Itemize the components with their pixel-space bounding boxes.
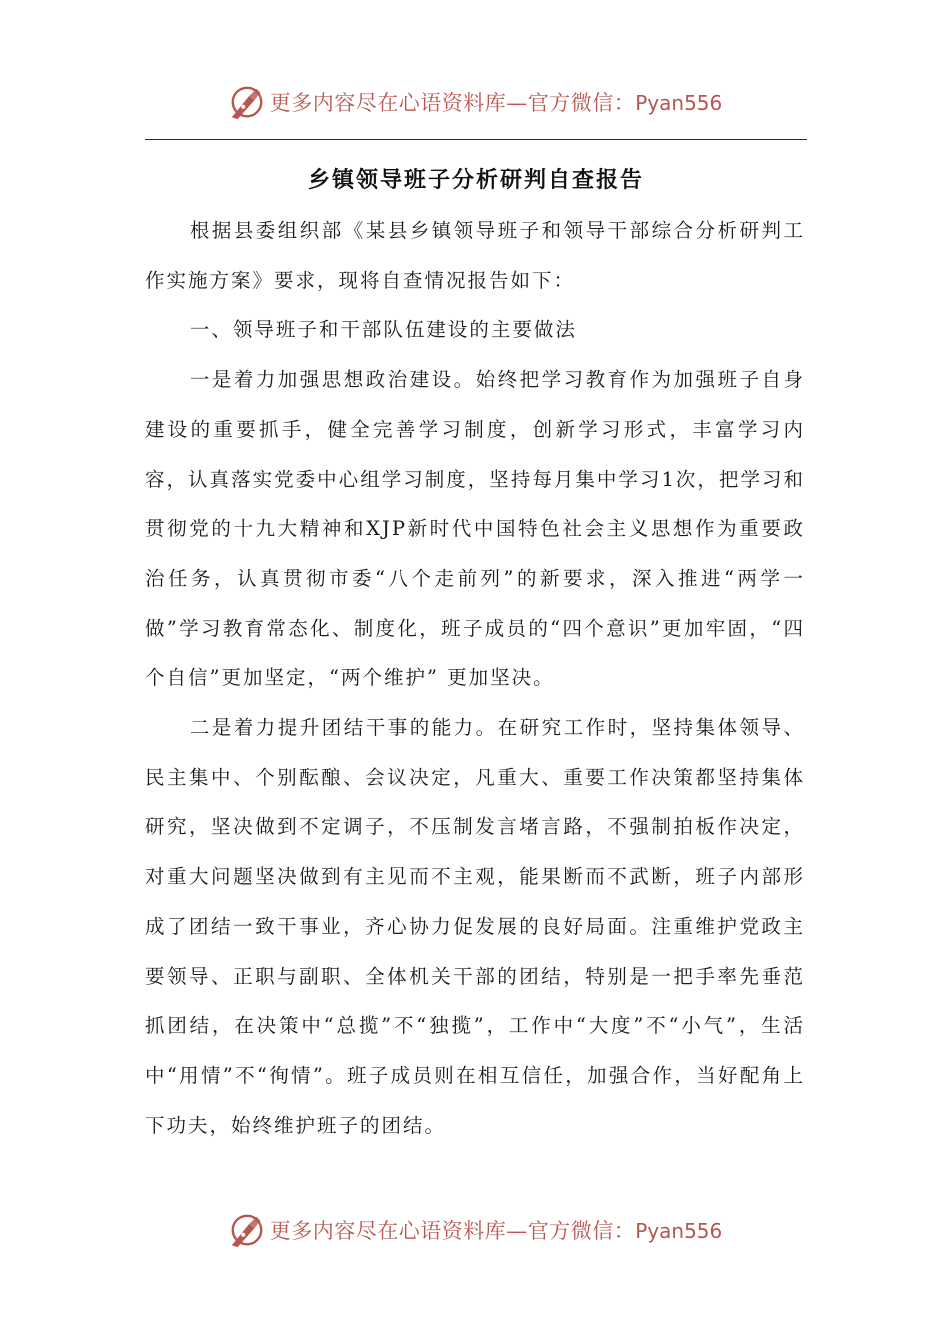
paragraph-intro: 根据县委组织部《某县乡镇领导班子和领导干部综合分析研判工作实施方案》要求，现将自查情况报告如下： [145, 219, 805, 292]
document-body [145, 206, 805, 1150]
footer-banner-text: 更多内容尽在心语资料库—官方微信：Pyan556 [269, 1219, 723, 1243]
footer-banner [0, 1210, 950, 1250]
pen-nib-seal-icon [228, 83, 266, 121]
header-banner-text: 更多内容尽在心语资料库—官方微信：Pyan556 [269, 91, 723, 115]
paragraph-unity: 二是着力提升团结干事的能力。在研究工作时，坚持集体领导、民主集中、个别酝酿、会议决定，凡重大、重要工作决策都坚持集体研究，坚决做到不定调子，不压制发言堵言路，不强制拍板作决定，对重大问题坚决做到有主见而不主观，能果断而不武断，班子内部形成了团结一致干事业，齐心协力促发展的良好局面。注重维护党政主要领导、正职与副职、全体机关干部的团结，特别是一把手率先垂范抓团结，在决策中“总揽”不“独揽”，工作中“大度”不“小气”，生活中“用情”不“徇情”。班子成员则在相互信任，加强合作，当好配角上下功夫，始终维护班子的团结。 [145, 716, 805, 1137]
document-title: 乡镇领导班子分析研判自查报告 [307, 168, 644, 193]
section-heading-1: 一、领导班子和干部队伍建设的主要做法 [189, 318, 577, 342]
header-banner-contact: Pyan556 [635, 91, 723, 115]
pen-nib-seal-icon [228, 1211, 266, 1249]
header-banner [0, 82, 950, 122]
paragraph-ideology: 一是着力加强思想政治建设。始终把学习教育作为加强班子自身建设的重要抓手，健全完善学习制度，创新学习形式，丰富学习内容，认真落实党委中心组学习制度，坚持每月集中学习1次，把学习和贯彻党的十九大精神和XJP新时代中国特色社会主义思想作为重要政治任务，认真贯彻市委“八个走前列”的新要求，深入推进“两学一做”学习教育常态化、制度化，班子成员的“四个意识”更加牢固，“四个自信”更加坚定，“两个维护” 更加坚决。 [145, 368, 805, 690]
header-divider [145, 139, 807, 140]
footer-banner-contact: Pyan556 [635, 1219, 723, 1243]
